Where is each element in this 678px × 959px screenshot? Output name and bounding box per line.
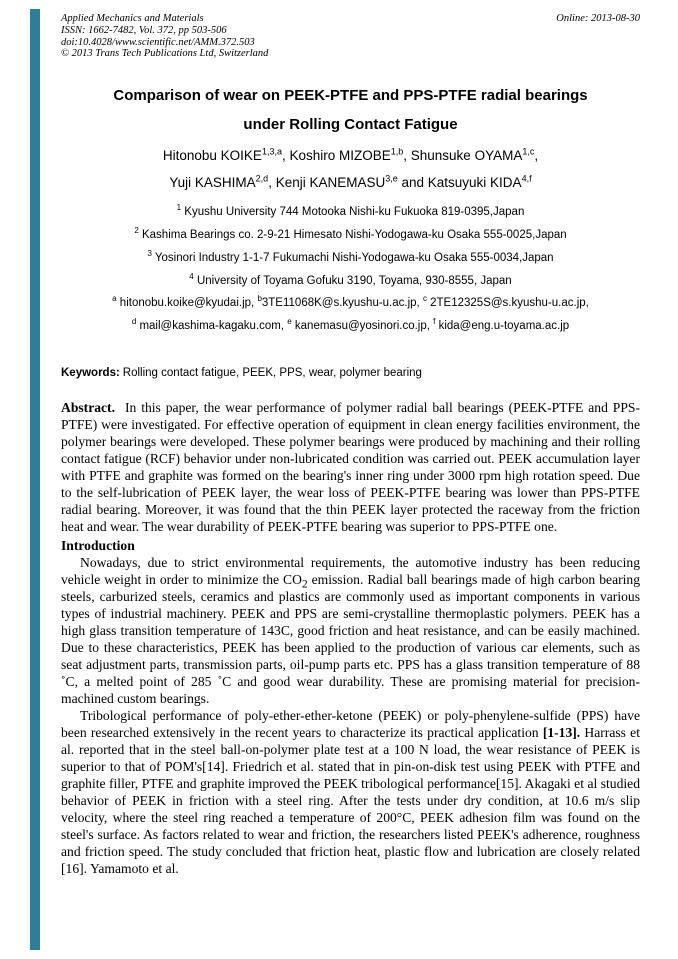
- intro-paragraph-1: Nowadays, due to strict environmental requirements, the automotive industry has been reducing vehicle weight in order to minimize the $CO_2$ emission. Radial ball bearings made of high carbon bearing steels, carburized steels, ceramics and plastics are commonly used as important components in various types of industrial machinery. PEEK and PPS are semi-crystalline thermoplastic polymers. PEEK has a high glass transition temperature of 143C, good friction and heat resistance, and can be easily machined. Due to these characteristics, PEEK has been applied to the production of various car elements, such as seat adjustment parts, transmission parts, oil-pump parts etc. PPS has a glass transition temperature of 88 ˚C, a melted point of 285 ˚C and good wear durability. These are promising material for precision-machined custom bearings.: [61, 554, 640, 706]
- keywords-line: [61, 366, 640, 380]
- email-line-1: $^a$ hitonobu.koike@kyudai.jp, $^b$3TE11068K@s.kyushu-u.ac.jp, $^c$ 2TE12325S@s.kyushu-u.ac.jp,: [112, 294, 589, 310]
- authors-line-2: Yuji KASHIMA$^{2,d}$, Kenji KANEMASU$^{3,e}$ and Katsuyuki KIDA$^{4,f}$: [169, 173, 532, 191]
- journal-doi: doi:10.4028/www.scientific.net/AMM.372.503: [61, 36, 255, 48]
- affiliation-list: [61, 201, 640, 292]
- journal-copyright: © 2013 Trans Tech Publications Ltd, Switzerland: [61, 48, 269, 60]
- affiliation-line-1: $^1$ Kyushu University 744 Motooka Nishi-ku Fukuoka 819-0395,Japan: [176, 203, 525, 219]
- intro-paragraph-2: Tribological performance of poly-ether-ether-ketone (PEEK) or poly-phenylene-sulfide (PPS) have been researched extensively in the recent years to characterize its practical application [1-13]. Harrass et al. reported that in the steel ball-on-polymer plate test at a 100 N load, the wear resistance of PEEK is superior to that of POM's[14]. Friedrich et al. stated that in pin-on-disk test using PEEK with PTFE and graphite filler, PTFE and graphite improved the PEEK tribological performance[15]. Akagaki et al studied behavior of PEEK in friction with a steel ring. After the tests under dry condition, at 10.6 m/s slip velocity, where the steel ring reached a temperature of 200°C, PEEK adhesion film was found on the steel's surface. As factors related to wear and friction, the researchers listed PEEK's adherence, roughness and friction speed. The study concluded that friction heat, plastic flow and lubrication are closely related [16]. Yamamoto et al.: [61, 707, 640, 876]
- journal-name: Applied Mechanics and Materials: [61, 13, 204, 24]
- online-date: Online: 2013-08-30: [556, 13, 640, 24]
- keywords-text: Rolling contact fatigue, PEEK, PPS, wear, polymer bearing: [122, 366, 422, 379]
- journal-issn-volume: ISSN: 1662-7482, Vol. 372, pp 503-506: [61, 24, 227, 36]
- introduction-heading: Introduction: [61, 537, 135, 553]
- left-accent-bar: [30, 9, 40, 950]
- title-line-2: under Rolling Contact Fatigue: [243, 116, 458, 134]
- author-list: [61, 147, 640, 191]
- journal-info: [61, 13, 268, 60]
- affiliation-line-3: $^3$ Yosinori Industry 1-1-7 Fukumachi Nishi-Yodogawa-ku Osaka 555-0034,Japan: [147, 248, 554, 264]
- title-line-1: Comparison of wear on PEEK-PTFE and PPS-PTFE radial bearings: [113, 87, 588, 105]
- paper-title: [61, 87, 640, 134]
- abstract-text: In this paper, the wear performance of polymer radial ball bearings (PEEK-PTFE and PPS-PTFE) were investigated. For effective operation of equipment in clean energy facilities environment, the polymer bearings were developed. These polymer bearings were produced by machining and their rolling contact fatigue (RCF) behavior under non-lubricated condition was carried out. PEEK accumulation layer with PTFE and graphite was formed on the bearing's inner ring under 3000 rpm high rotation speed. Due to the self-lubrication of PEEK layer, the wear loss of PEEK-PTFE bearing was lower than PPS-PTFE radial bearing. Moreover, it was found that the thin PEEK layer protected the raceway from the friction heat and wear. The wear durability of PEEK-PTFE bearing was superior to PPS-PTFE one.: [61, 399, 640, 534]
- abstract-paragraph: [61, 399, 640, 535]
- page-content: [61, 13, 640, 877]
- email-line-2: $^d$ mail@kashima-kagaku.com, $^e$ kanemasu@yosinori.co.jp, $^f$ kida@eng.u-toyama.ac.jp: [131, 317, 570, 333]
- author-emails: [61, 292, 640, 338]
- keywords-label: Keywords:: [61, 366, 120, 379]
- journal-header: [61, 13, 640, 60]
- abstract-label: Abstract.: [61, 399, 115, 415]
- authors-line-1: Hitonobu KOIKE$^{1,3,a}$, Koshiro MIZOBE$^{1,b}$, Shunsuke OYAMA$^{1,c}$,: [162, 146, 539, 164]
- affiliation-line-2: $^2$ Kashima Bearings co. 2-9-21 Himesato Nishi-Yodogawa-ku Osaka 555-0025,Japan: [134, 226, 567, 241]
- affiliation-line-4: $^4$ University of Toyama Gofuku 3190, Toyama, 930-8555, Japan: [189, 271, 512, 287]
